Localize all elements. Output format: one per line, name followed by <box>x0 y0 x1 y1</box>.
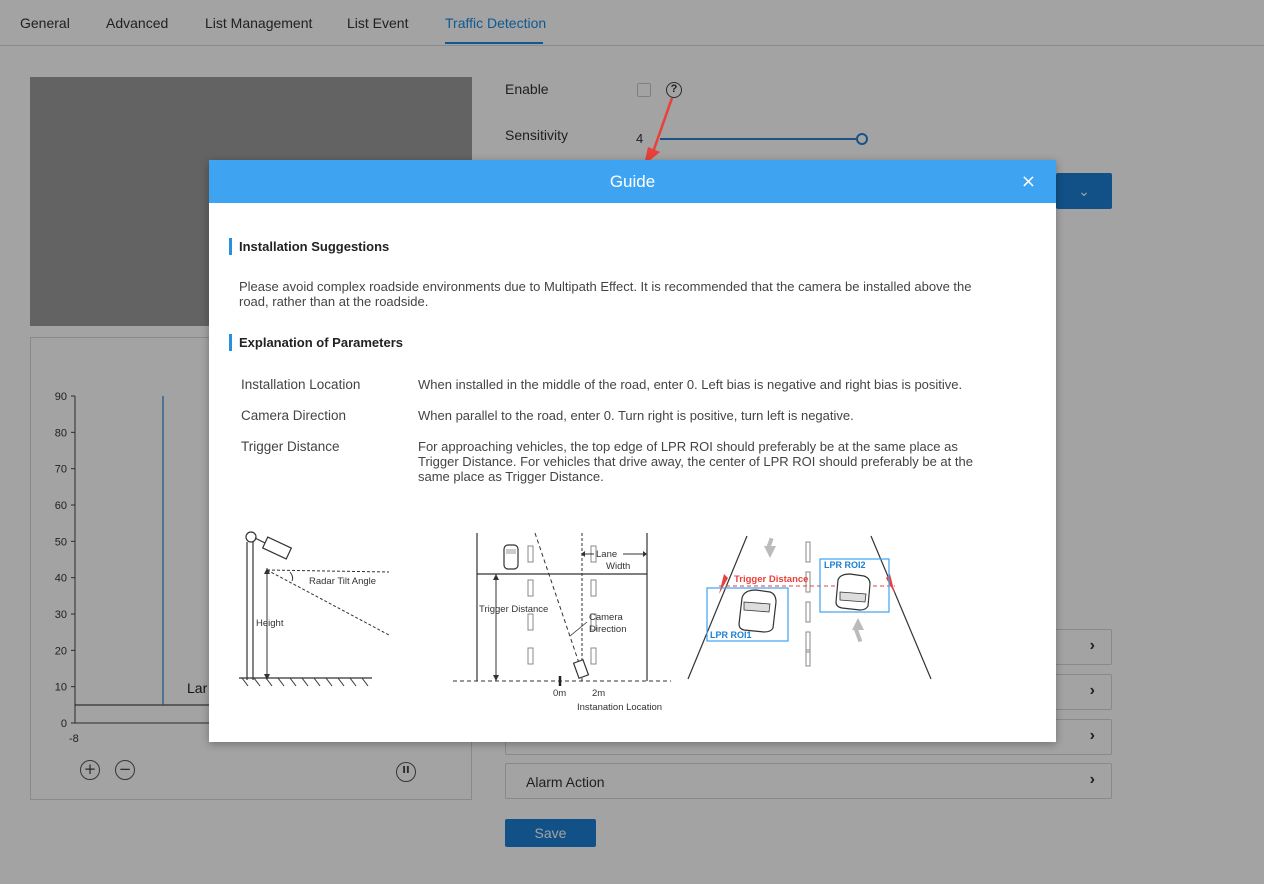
camera-direction-label-1: Camera <box>589 612 623 623</box>
sensitivity-value: 4 <box>636 131 644 146</box>
close-icon[interactable]: × <box>1020 171 1036 192</box>
y-tick-label: 80 <box>54 427 67 440</box>
installation-location-label: Instanation Location <box>577 702 663 713</box>
installation-suggestions-text: Please avoid complex roadside environments due to Multipath Effect. It is recommended that the camera be installed above the road, rather than at the roadside. <box>239 279 972 309</box>
lane-label: Lane <box>596 549 618 560</box>
save-button[interactable]: Save <box>505 819 596 847</box>
y-tick-label: 90 <box>54 391 67 403</box>
lpr-roi1-label: LPR ROI1 <box>710 630 752 640</box>
param-desc-installation-location: When installed in the middle of the road, enter 0. Left bias is negative and right bias is positive. <box>418 377 963 392</box>
pause-button[interactable]: II <box>396 762 416 782</box>
two-meter-label: 2m <box>592 688 606 699</box>
zero-meter-label: 0m <box>553 688 567 699</box>
tab-traffic-detection[interactable]: Traffic Detection <box>445 15 547 31</box>
tab-list-event[interactable]: List Event <box>347 15 409 31</box>
lpr-roi-diagram <box>684 532 939 687</box>
y-tick-label: 70 <box>54 463 67 476</box>
y-tick-label: 0 <box>60 718 67 730</box>
section-marker <box>229 238 232 255</box>
param-desc-camera-direction: When parallel to the road, enter 0. Turn right is positive, turn left is negative. <box>418 408 854 423</box>
trigger-distance-annotation: Trigger Distance <box>734 574 809 585</box>
y-tick-label: 60 <box>54 500 67 512</box>
radar-tilt-angle-label: Radar Tilt Angle <box>309 576 377 587</box>
y-tick-label: 10 <box>54 681 67 694</box>
tab-list-management[interactable]: List Management <box>205 15 313 31</box>
height-label: Height <box>256 618 284 629</box>
chevron-right-icon: › <box>1089 727 1095 744</box>
width-label: Width <box>606 561 631 572</box>
alarm-action-label: Alarm Action <box>526 774 605 790</box>
sensitivity-label: Sensitivity <box>505 127 569 143</box>
x-tick-label: -8 <box>69 733 79 745</box>
section-marker <box>229 334 232 351</box>
explanation-of-parameters-title: Explanation of Parameters <box>239 335 403 350</box>
y-tick-label: 20 <box>54 645 67 658</box>
radar-tilt-diagram <box>234 528 404 693</box>
help-icon[interactable]: ? <box>666 82 682 98</box>
chevron-right-icon: › <box>1089 771 1095 788</box>
y-tick-label: 30 <box>54 609 67 621</box>
chevron-down-icon: ⌄ <box>1078 183 1090 199</box>
enable-label: Enable <box>505 81 549 97</box>
tab-general[interactable]: General <box>20 15 70 31</box>
y-tick-label: 50 <box>54 536 67 549</box>
param-desc-trigger-distance: For approaching vehicles, the top edge of LPR ROI should preferably be at the same place as Trigger Distance. For vehicles that drive away, the center of LPR ROI should preferably be at the same place as Trigger Distance. <box>418 439 973 484</box>
lane-label: Lar <box>187 680 208 696</box>
param-name-camera-direction: Camera Direction <box>241 408 347 423</box>
lpr-roi2-label: LPR ROI2 <box>824 560 866 570</box>
installation-suggestions-title: Installation Suggestions <box>239 239 390 254</box>
chevron-right-icon: › <box>1089 682 1095 699</box>
guide-dialog-header <box>209 160 1056 203</box>
trigger-distance-label: Trigger Distance <box>479 604 549 615</box>
zoom-in-button[interactable]: + <box>80 760 100 780</box>
zoom-out-button[interactable]: − <box>115 760 135 780</box>
param-name-installation-location: Installation Location <box>241 377 361 392</box>
param-name-trigger-distance: Trigger Distance <box>241 439 340 454</box>
guide-dialog <box>209 160 1056 742</box>
y-tick-label: 40 <box>54 572 67 585</box>
chevron-right-icon: › <box>1089 637 1095 654</box>
guide-dialog-title: Guide <box>609 172 656 191</box>
camera-direction-label-2: Direction <box>589 624 627 635</box>
tab-advanced[interactable]: Advanced <box>106 15 169 31</box>
road-top-view-diagram <box>449 528 674 713</box>
